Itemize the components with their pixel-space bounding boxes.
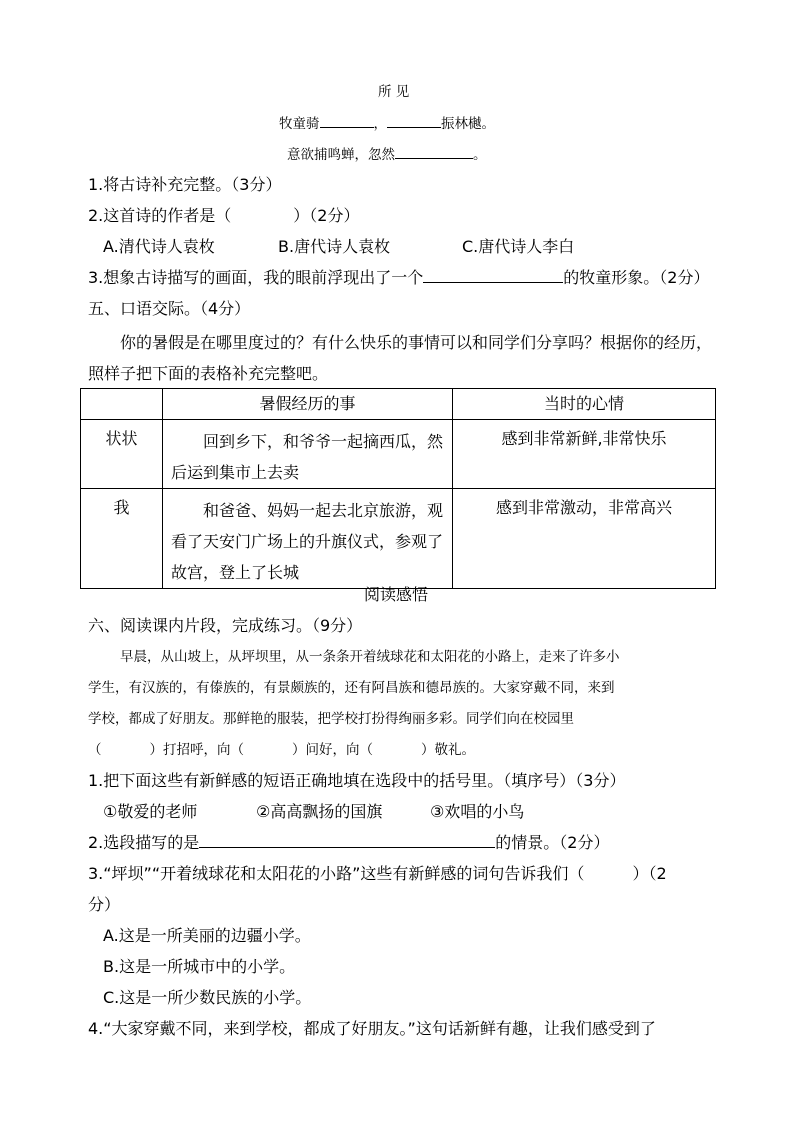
reading-question-3-text: 3.“坪坝”“开着绒球花和太阳花的小路”这些有新鲜感的词句告诉我们（ xyxy=(88,864,585,883)
table-header-event: 暑假经历的事 xyxy=(163,389,453,420)
table-cell-name: 我 xyxy=(81,489,163,589)
passage-line-2: 学生，有汉族的，有傣族的，有景颇族的，还有阿昌族和德昂族的。大家穿戴不同，来到 xyxy=(88,680,615,696)
reading-question-3 xyxy=(88,864,667,884)
passage-bracket-2-open: ）打招呼，向（ xyxy=(149,742,244,758)
table-cell-mood: 感到非常新鲜,非常快乐 xyxy=(453,420,716,489)
reading-question-1-option-2: ②高高飘扬的国旗 xyxy=(256,802,383,821)
poem-blank-2[interactable] xyxy=(387,113,441,128)
table-header-empty xyxy=(81,389,163,420)
table-header-mood: 当时的心情 xyxy=(453,389,716,420)
reading-question-3-score-end: 分） xyxy=(88,895,121,914)
poem-question-3-text: 3.想象古诗描写的画面，我的眼前浮现出了一个 xyxy=(88,268,424,287)
poem-line-2-end: 。 xyxy=(473,147,487,163)
poem-line-1 xyxy=(279,113,495,134)
poem-question-2-score: ）（2分） xyxy=(293,206,360,225)
experience-table xyxy=(80,388,716,589)
passage-line-4-end: ）敬礼。 xyxy=(421,742,475,758)
reading-title: 阅读感悟 xyxy=(364,585,429,604)
passage-line-4 xyxy=(88,740,475,760)
table-cell-event: 回到乡下，和爷爷一起摘西瓜，然后运到集市上去卖 xyxy=(163,420,453,489)
poem-question-3-blank[interactable] xyxy=(423,268,563,283)
poem-line-2-start: 意欲捕鸣蝉，忽然 xyxy=(287,147,395,163)
section-5-heading: 五、口语交际。（4分） xyxy=(88,299,251,318)
poem-blank-3[interactable] xyxy=(395,144,473,159)
poem-question-2-option-c: C.唐代诗人李白 xyxy=(462,237,575,256)
reading-question-2-blank[interactable] xyxy=(199,833,495,848)
reading-question-3-option-c: C.这是一所少数民族的小学。 xyxy=(103,988,312,1007)
reading-question-2-end: 的情景。（2分） xyxy=(495,833,610,852)
reading-question-2-text: 2.选段描写的是 xyxy=(88,833,200,852)
section-5-paragraph-2: 照样子把下面的表格补充完整吧。 xyxy=(88,364,329,383)
poem-line-1-end: 振林樾。 xyxy=(441,116,495,132)
reading-question-3-option-b: B.这是一所城市中的小学。 xyxy=(103,957,296,976)
poem-title: 所 见 xyxy=(378,84,410,100)
passage-bracket-3-open: ）问好，向（ xyxy=(292,742,373,758)
poem-line-1-start: 牧童骑 xyxy=(279,116,320,132)
reading-question-1-option-3: ③欢唱的小鸟 xyxy=(430,802,525,821)
table-row xyxy=(81,420,716,489)
section-6-heading: 六、阅读课内片段，完成练习。（9分） xyxy=(88,616,363,635)
poem-question-2-option-b: B.唐代诗人袁枚 xyxy=(278,237,391,256)
poem-line-1-comma: ， xyxy=(373,116,387,132)
poem-question-1: 1.将古诗补充完整。（3分） xyxy=(88,175,282,194)
table-cell-mood[interactable]: 感到非常激动，非常高兴 xyxy=(453,489,716,589)
table-row xyxy=(81,489,716,589)
passage-line-3: 学校，都成了好朋友。那鲜艳的服装，把学校打扮得绚丽多彩。同学们向在校园里 xyxy=(88,711,574,727)
poem-question-3 xyxy=(88,268,709,288)
section-5-paragraph-1: 你的暑假是在哪里度过的？有什么快乐的事情可以和同学们分享吗？根据你的经历， xyxy=(120,333,713,352)
table-cell-event[interactable]: 和爸爸、妈妈一起去北京旅游，观看了天安门广场上的升旗仪式，参观了故宫，登上了长城 xyxy=(163,489,453,589)
reading-question-2 xyxy=(88,833,609,853)
reading-question-4: 4.“大家穿戴不同，来到学校，都成了好朋友。”这句话新鲜有趣，让我们感受到了 xyxy=(88,1019,656,1038)
table-header-row xyxy=(81,389,716,420)
reading-question-1-option-1: ①敬爱的老师 xyxy=(103,802,198,821)
poem-question-3-end: 的牧童形象。（2分） xyxy=(563,268,710,287)
reading-question-1: 1.把下面这些有新鲜感的短语正确地填在选段中的括号里。（填序号）（3分） xyxy=(88,771,626,790)
reading-question-3-option-a: A.这是一所美丽的边疆小学。 xyxy=(103,926,311,945)
reading-question-3-score: ）（2 xyxy=(632,864,667,883)
poem-question-2 xyxy=(88,206,359,226)
poem-question-2-text: 2.这首诗的作者是（ xyxy=(88,206,232,225)
table-cell-name: 状状 xyxy=(81,420,163,489)
poem-line-2 xyxy=(287,144,487,165)
poem-question-2-option-a: A.清代诗人袁枚 xyxy=(103,237,215,256)
passage-line-1: 早晨，从山坡上，从坪坝里，从一条条开着绒球花和太阳花的小路上，走来了许多小 xyxy=(120,649,620,665)
poem-blank-1[interactable] xyxy=(320,113,374,128)
passage-bracket-1-open: （ xyxy=(88,742,102,758)
